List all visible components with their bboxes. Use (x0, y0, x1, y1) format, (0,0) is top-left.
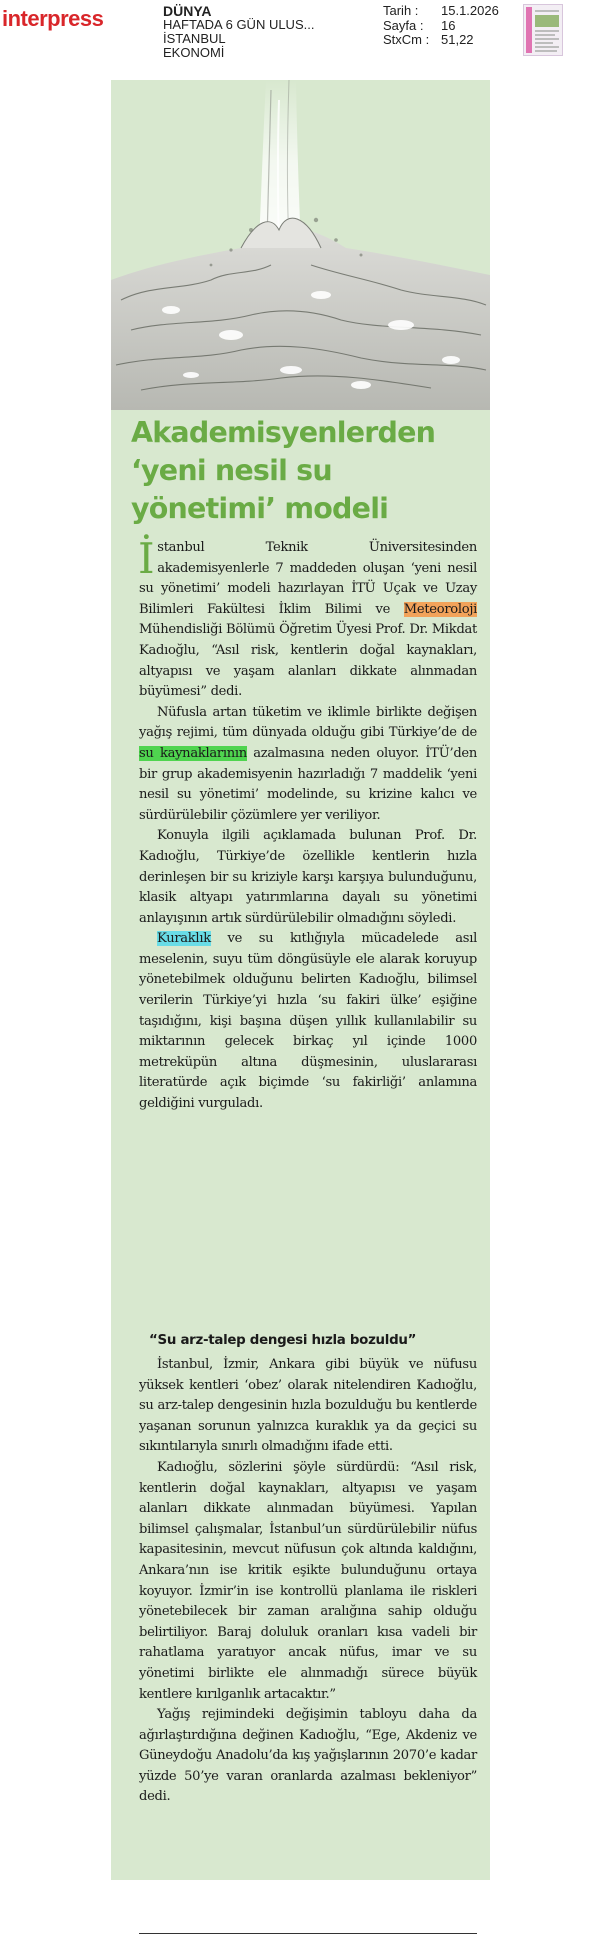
thumbnail-line (535, 50, 557, 52)
highlight-meteoroloji: Meteoroloji (403, 601, 477, 617)
paragraph-6: Kadıoğlu, sözlerini şöyle sürdürdü: “Asıl risk, kentlerin doğal kaynakları, altyapısı ve yaşam alanları dikkate alınmadan büyümesi. Yapılan bilimsel çalışmalar, İstanbul’un sürdürülebilir nüfus kapasitesinin, mevcut nüfusun çok altında kaldığını, Ankara’nın ise kritik eşikte bulunduğunu ortaya koyuyor. İzmir’in ise kontrollü planlama ile riskleri yönetebilecek bir zaman aralığına sahip olduğu belirtiliyor. Baraj doluluk oranları kısa vadeli bir rahatlama yaratıyor ancak nüfus, imar ve su yönetimi birlikte ele alınmadığı sürece büyük kentlere kırılganlık artacaktır.” (139, 1459, 477, 1702)
meta-date-label: Tarih : (383, 3, 419, 18)
article-body-continued (139, 1355, 477, 1808)
thumbnail-block (535, 15, 559, 27)
highlight-su-kaynaklari: su kaynaklarının (139, 745, 247, 761)
meta-page-label: Sayfa : (383, 17, 424, 33)
drop-cap: İ (138, 534, 155, 583)
page-thumbnail[interactable] (523, 4, 563, 56)
meta-stxcm-row (383, 33, 521, 48)
paragraph-text: stanbul Teknik Üniversitesinden akademisyenlerle 7 maddeden oluşan ‘yeni nesil su yönetimi’ modeli hazırlayan İTÜ Uçak ve Uzay Bilimleri Fakültesi İklim Bilimi ve (139, 540, 477, 617)
thumbnail-line (535, 42, 553, 44)
thumbnail-line (535, 46, 559, 48)
paragraph-4 (139, 929, 477, 1114)
publication-city: İSTANBUL (163, 31, 226, 46)
headline-line: yönetimi’ modeli (131, 492, 389, 525)
meta-stxcm-label: StxCm : (383, 32, 430, 47)
paragraph-text: Mühendisliği Bölümü Öğretim Üyesi Prof. Dr. Mikdat Kadıoğlu, “Asıl risk, kentlerin doğal kaynakları, altyapısı ve yaşam alanları dikkate alınmadan büyümesi” dedi. (139, 622, 477, 700)
thumbnail-strip (526, 7, 532, 53)
publication-section: EKONOMİ (163, 45, 225, 60)
paragraph-7: Yağış rejimindeki değişimin tabloyu daha da ağırlaştırdığına değinen Kadıoğlu, “Ege, Akdeniz ve Güneydoğu Anadolu’da kış yağışlarının 2070’e kadar yüzde 50’ye varan oranlarda azalması bekleniyor” dedi. (139, 1707, 477, 1805)
paragraph-2 (139, 703, 477, 827)
paragraph-text: azalmasına neden oluyor. İTÜ’den bir grup akademisyenin hazırladığı 7 maddelik ‘yeni nesil su yönetimi’ modelinde, su krizine kalıcı ve sürdürülebilir çözümlere yer veriliyor. (139, 745, 477, 823)
headline-line: Akademisyenlerden (131, 416, 436, 449)
article-body (138, 534, 477, 1115)
thumbnail-line (535, 38, 559, 40)
meta-date-value: 15.1.2026 (441, 3, 499, 18)
article-box (111, 80, 490, 1880)
clipping-header (0, 0, 590, 70)
meta-date-row (383, 4, 521, 19)
publication-name: DÜNYA (163, 3, 212, 19)
water-splash-illustration (111, 80, 490, 410)
interpress-logo: interpress (2, 6, 104, 31)
thumbnail-line (535, 30, 559, 32)
clipping-meta (383, 4, 521, 48)
paragraph-5: İstanbul, İzmir, Ankara gibi büyük ve nüfusu yüksek kentleri ‘obez’ olarak nitelendiren Kadıoğlu, su arz-talep dengesinin hızla bozulduğu bu kentlerde yaşanan sorunun yalnızca kuraklık ya da geçici su sıkıntılarıyla sınırlı olmadığını ifade etti. (139, 1357, 477, 1455)
paragraph-3: Konuyla ilgili açıklamada bulunan Prof. Dr. Kadıoğlu, Türkiye’de özellikle kentlerin hızla derinleşen bir su kriziyle karşı karşıya bulunduğunu, klasik altyapı yatırımlarına dayalı su yönetimi anlayışının artık sürdürülebilir olmadığını söyledi. (139, 828, 477, 926)
paragraph-text: Nüfusla artan tüketim ve iklimle birlikte değişen yağış rejimi, tüm dünyada olduğu gibi Türkiye’de de (139, 704, 477, 741)
headline-line: ‘yeni nesil su (131, 454, 332, 487)
highlight-kuraklik: Kuraklık (157, 931, 211, 947)
article-subheading: “Su arz-talep dengesi hızla bozuldu” (149, 1333, 417, 1348)
thumbnail-line (535, 34, 555, 36)
meta-page-row (383, 19, 521, 34)
meta-page-value: 16 (441, 17, 456, 33)
article-headline (131, 414, 481, 528)
thumbnail-line (535, 10, 559, 12)
publication-frequency: HAFTADA 6 GÜN ULUS... (163, 17, 315, 32)
paragraph-text: ve su kıtlığıyla mücadelede asıl meselenin, suyu tüm döngüsüyle ele alarak koruyup yönetebilmek olduğunu belirten Kadıoğlu, bilimsel verilerin Türkiye’yi hızla ‘su fakiri ülke’ eşiğine taşıdığını, kişi başına düşen yıllık kullanılabilir su miktarının gelecek birkaç yıl içinde 1000 metreküpün altına düşmesinin, uluslararası literatürde açık biçimde ‘su fakirliği’ anlamına geldiğini vurguladı. (139, 931, 477, 1112)
publication-info (163, 4, 314, 60)
meta-stxcm-value: 51,22 (441, 32, 474, 47)
paragraph-1 (138, 534, 477, 703)
